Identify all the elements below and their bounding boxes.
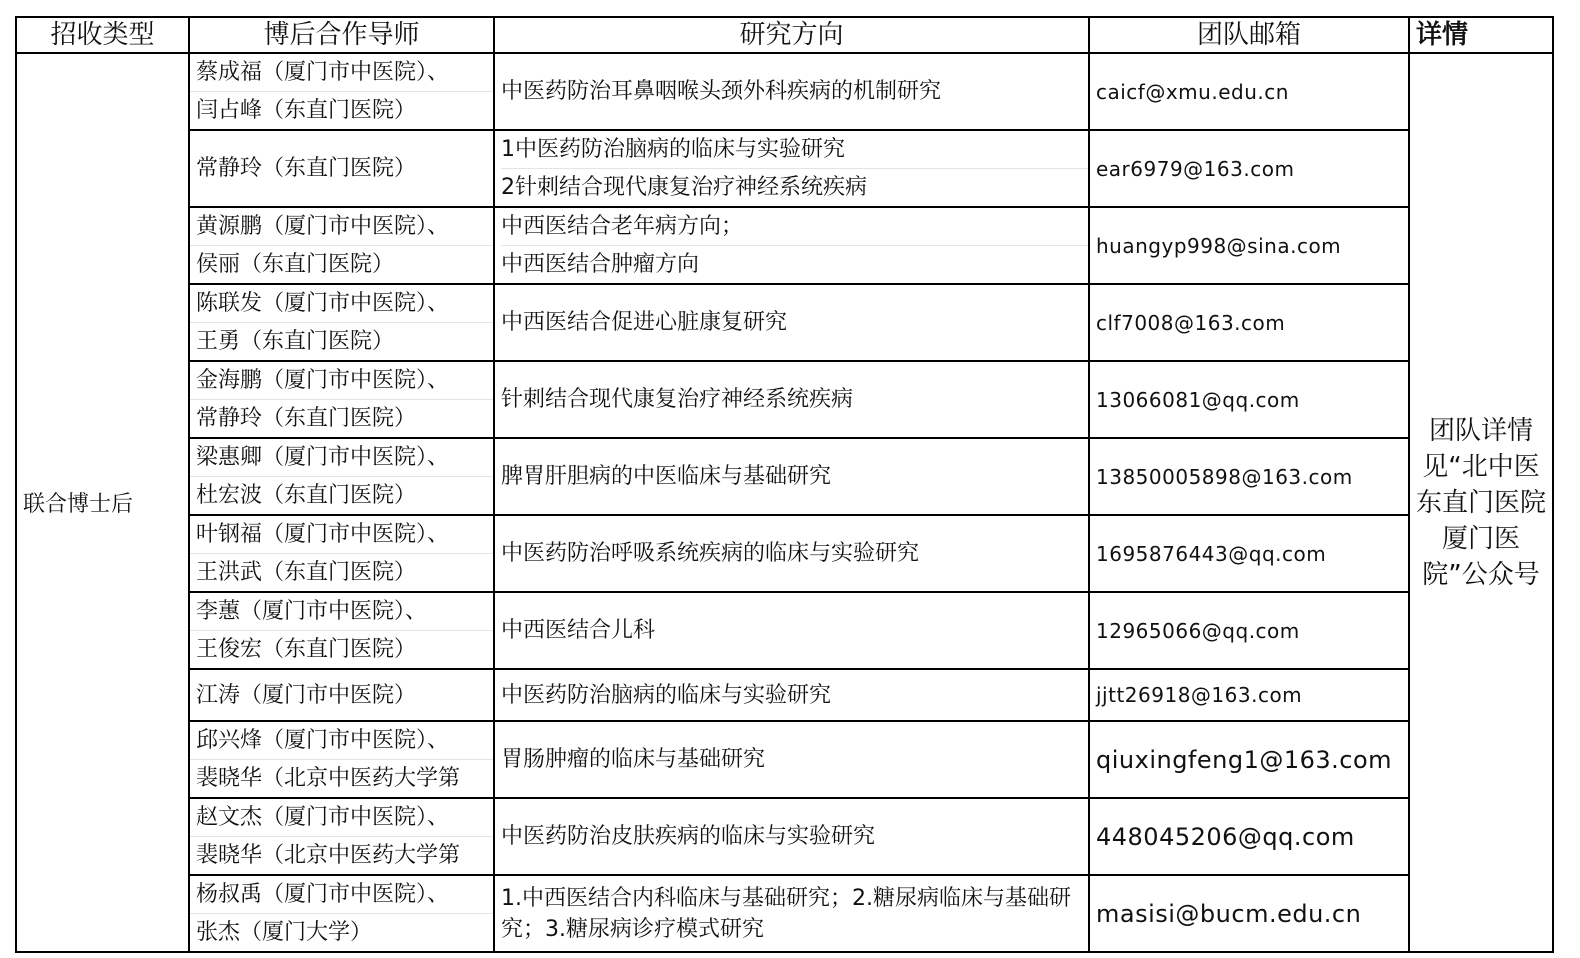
table-row (16, 361, 1553, 438)
research-direction-text: 中西医结合儿科 (501, 618, 656, 643)
team-email-cell: 13850005898@163.com (1089, 438, 1409, 515)
header-row (16, 17, 1553, 53)
header-advisor: 博后合作导师 (189, 17, 494, 53)
research-direction-text: 中西医结合老年病方向； (501, 214, 744, 239)
team-email-cell: clf7008@163.com (1089, 284, 1409, 361)
advisor-name: 杜宏波（东直门医院） (190, 476, 493, 514)
advisor-cell (189, 669, 494, 721)
detail-cell: 团队详情见“北中医东直门医院厦门医院”公众号 (1409, 53, 1553, 952)
research-direction-text: 针刺结合现代康复治疗神经系统疾病 (501, 387, 854, 412)
table-row (16, 592, 1553, 669)
advisor-name: 杨叔禹（厦门市中医院）、 (196, 882, 450, 907)
advisor-name: 侯丽（东直门医院） (190, 245, 493, 283)
team-email-cell: jjtt26918@163.com (1089, 669, 1409, 721)
header-direction: 研究方向 (494, 17, 1089, 53)
team-email-cell: qiuxingfeng1@163.com (1089, 721, 1409, 798)
advisor-name: 邱兴烽（厦门市中医院）、 (196, 728, 450, 753)
research-direction-text: 中西医结合肿瘤方向 (501, 245, 1088, 283)
table-row (16, 130, 1553, 207)
research-direction-text: 胃肠肿瘤的临床与基础研究 (501, 747, 766, 772)
advisor-name: 闫占峰（东直门医院） (190, 91, 493, 129)
research-direction-cell (494, 721, 1089, 798)
research-direction-text: 中医药防治皮肤疾病的临床与实验研究 (501, 824, 876, 849)
recruit-type-cell: 联合博士后 (16, 53, 189, 952)
advisor-name: 蔡成福（厦门市中医院）、 (196, 60, 450, 85)
advisor-cell (189, 592, 494, 669)
table-row (16, 721, 1553, 798)
team-email-cell: huangyp998@sina.com (1089, 207, 1409, 284)
postdoc-advisor-table (15, 16, 1554, 953)
team-email-cell: masisi@bucm.edu.cn (1089, 875, 1409, 952)
advisor-name: 常静玲（东直门医院） (196, 156, 417, 181)
advisor-cell (189, 798, 494, 875)
research-direction-cell (494, 438, 1089, 515)
advisor-name: 陈联发（厦门市中医院）、 (196, 291, 450, 316)
advisor-cell (189, 130, 494, 207)
advisor-name: 梁惠卿（厦门市中医院）、 (196, 445, 450, 470)
table-row (16, 798, 1553, 875)
research-direction-text: 中医药防治脑病的临床与实验研究 (501, 682, 832, 708)
research-direction-text: 脾胃肝胆病的中医临床与基础研究 (501, 464, 832, 489)
research-direction-cell (494, 798, 1089, 875)
advisor-name: 王俊宏（东直门医院） (190, 630, 493, 668)
table-row (16, 284, 1553, 361)
advisor-name: 李蕙（厦门市中医院）、 (196, 599, 428, 624)
advisor-name: 张杰（厦门大学） (190, 913, 493, 951)
research-direction-cell: 1.中西医结合内科临床与基础研究；2.糖尿病临床与基础研究；3.糖尿病诊疗模式研究 (494, 875, 1089, 952)
team-email-cell: caicf@xmu.edu.cn (1089, 53, 1409, 130)
advisor-name: 裴晓华（北京中医药大学第 (190, 836, 493, 874)
advisor-name: 黄源鹏（厦门市中医院）、 (196, 214, 450, 239)
advisor-name: 叶钢福（厦门市中医院）、 (196, 522, 450, 547)
advisor-cell (189, 207, 494, 284)
advisor-name: 王勇（东直门医院） (190, 322, 493, 360)
table-row (16, 515, 1553, 592)
research-direction-cell (494, 592, 1089, 669)
advisor-cell (189, 438, 494, 515)
advisor-name: 金海鹏（厦门市中医院）、 (196, 368, 450, 393)
research-direction-text: 中医药防治呼吸系统疾病的临床与实验研究 (501, 541, 920, 566)
table-body (16, 53, 1553, 952)
team-email-cell: 1695876443@qq.com (1089, 515, 1409, 592)
advisor-cell (189, 515, 494, 592)
research-direction-cell (494, 515, 1089, 592)
header-type: 招收类型 (16, 17, 189, 53)
table-row (16, 438, 1553, 515)
advisor-cell (189, 721, 494, 798)
table-row (16, 669, 1553, 721)
research-direction-text: 中医药防治耳鼻咽喉头颈外科疾病的机制研究 (501, 79, 942, 104)
research-direction-cell (494, 669, 1089, 721)
table-row (16, 53, 1553, 130)
advisor-name: 江涛（厦门市中医院） (196, 682, 417, 708)
header-detail: 详情 (1409, 17, 1553, 53)
advisor-cell (189, 284, 494, 361)
advisor-cell (189, 361, 494, 438)
advisor-cell (189, 53, 494, 130)
research-direction-cell (494, 53, 1089, 130)
research-direction-text: 2针刺结合现代康复治疗神经系统疾病 (501, 168, 1088, 206)
table-row (16, 875, 1553, 952)
research-direction-text: 1中医药防治脑病的临床与实验研究 (501, 137, 845, 162)
research-direction-cell (494, 130, 1089, 207)
advisor-name: 常静玲（东直门医院） (190, 399, 493, 437)
research-direction-cell (494, 361, 1089, 438)
table-row (16, 207, 1553, 284)
team-email-cell: ear6979@163.com (1089, 130, 1409, 207)
research-direction-cell (494, 207, 1089, 284)
advisor-name: 赵文杰（厦门市中医院）、 (196, 805, 450, 830)
research-direction-cell (494, 284, 1089, 361)
team-email-cell: 12965066@qq.com (1089, 592, 1409, 669)
team-email-cell: 13066081@qq.com (1089, 361, 1409, 438)
header-email: 团队邮箱 (1089, 17, 1409, 53)
advisor-name: 王洪武（东直门医院） (190, 553, 493, 591)
research-direction-text: 中西医结合促进心脏康复研究 (501, 310, 788, 335)
advisor-cell (189, 875, 494, 952)
advisor-name: 裴晓华（北京中医药大学第 (190, 759, 493, 797)
team-email-cell: 448045206@qq.com (1089, 798, 1409, 875)
